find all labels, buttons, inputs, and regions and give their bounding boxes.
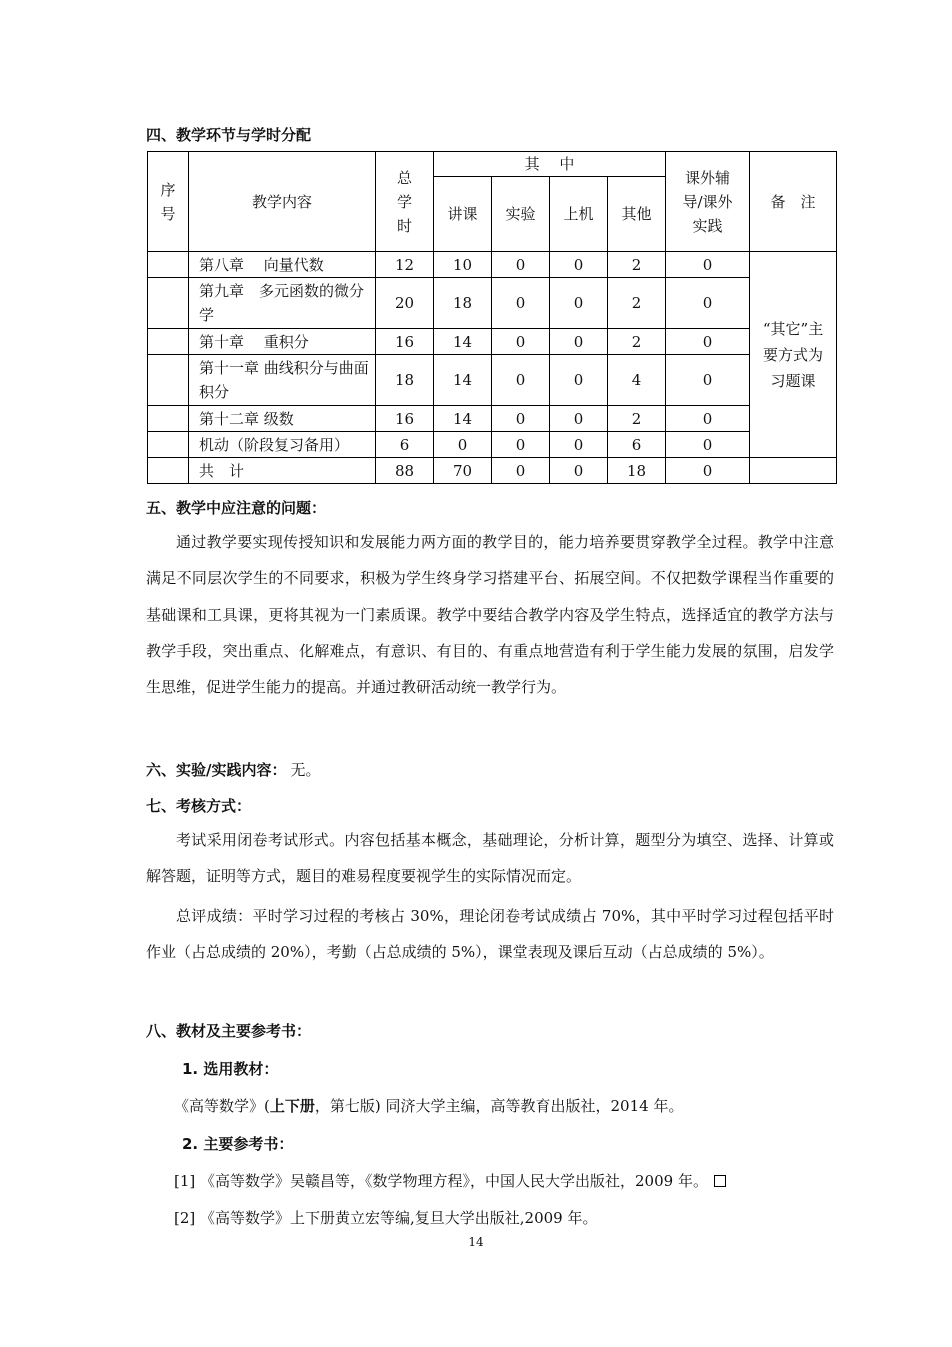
row-total: 16 xyxy=(376,406,434,432)
total-remark xyxy=(750,458,837,484)
section5-body: 通过教学要实现传授知识和发展能力两方面的教学目的，能力培养要贯穿教学全过程。教学中注意满足不同层次学生的不同要求，积极为学生终身学习搭建平台、拓展空间。不仅把数学课程当作重要的基础课和工具课，更将其视为一门素质课。教学中要结合教学内容及学生特点，选择适宜的教学方法与教学手段，突出重点、化解难点，有意识、有目的、有重点地营造有利于学生能力发展的氛围，启发学生思维，促进学生能力的提高。并通过教研活动统一教学行为。 xyxy=(146,533,834,697)
header-computer: 上机 xyxy=(550,177,608,252)
row-total: 12 xyxy=(376,252,434,278)
total-experiment: 0 xyxy=(492,458,550,484)
row-lecture: 10 xyxy=(434,252,492,278)
hours-table xyxy=(147,151,837,484)
textbook-volume: 上下册 xyxy=(269,1097,315,1115)
section7-heading: 七、考核方式： xyxy=(146,797,252,815)
row-computer: 0 xyxy=(550,432,608,458)
checkbox-square-icon xyxy=(714,1175,726,1187)
total-label: 共 计 xyxy=(189,458,376,484)
row-experiment: 0 xyxy=(492,278,550,329)
header-total: 总学时 xyxy=(376,152,434,252)
header-lecture: 讲课 xyxy=(434,177,492,252)
row-extra: 0 xyxy=(666,329,750,355)
section8-heading: 八、教材及主要参考书： xyxy=(146,1022,312,1040)
row-lecture: 14 xyxy=(434,329,492,355)
row-content: 第九章 多元函数的微分学 xyxy=(189,278,376,329)
row-experiment: 0 xyxy=(492,432,550,458)
header-extra: 课外辅导/课外实践 xyxy=(666,152,750,252)
row-total: 16 xyxy=(376,329,434,355)
section7-para1: 考试采用闭卷考试形式。内容包括基本概念，基础理论，分析计算，题型分为填空、选择、计算或解答题，证明等方式，题目的难易程度要视学生的实际情况而定。 xyxy=(146,831,834,886)
row-lecture: 14 xyxy=(434,406,492,432)
row-content: 机动（阶段复习备用） xyxy=(189,432,376,458)
row-seq xyxy=(148,278,189,329)
row-content: 第十章 重积分 xyxy=(189,329,376,355)
row-seq xyxy=(148,432,189,458)
row-computer: 0 xyxy=(550,278,608,329)
row-extra: 0 xyxy=(666,432,750,458)
header-experiment: 实验 xyxy=(492,177,550,252)
header-remark: 备 注 xyxy=(750,152,837,252)
row-content: 第十二章 级数 xyxy=(189,406,376,432)
refs-heading: 2. 主要参考书： xyxy=(182,1135,294,1153)
section6-value: 无。 xyxy=(290,761,321,779)
reference-item xyxy=(174,1207,598,1228)
reference-1: [1] 《高等数学》吴赣昌等，《数学物理方程》，中国人民大学出版社，2009 年。 xyxy=(174,1172,708,1190)
row-extra: 0 xyxy=(666,278,750,329)
page-number: 14 xyxy=(468,1235,484,1249)
row-total: 6 xyxy=(376,432,434,458)
total-seq xyxy=(148,458,189,484)
row-other: 2 xyxy=(608,406,666,432)
row-experiment: 0 xyxy=(492,252,550,278)
row-lecture: 18 xyxy=(434,278,492,329)
textbook-heading: 1. 选用教材： xyxy=(182,1060,279,1078)
section7-para2: 总评成绩：平时学习过程的考核占 30%，理论闭卷考试成绩占 70%，其中平时学习过程包括平时作业（占总成绩的 20%），考勤（占总成绩的 5%），课堂表现及课后互动（占总成绩的 5%）。 xyxy=(146,907,834,962)
row-computer: 0 xyxy=(550,329,608,355)
table-row xyxy=(148,355,837,406)
table-row xyxy=(148,329,837,355)
row-extra: 0 xyxy=(666,406,750,432)
section5-heading: 五、教学中应注意的问题： xyxy=(146,499,327,517)
row-computer: 0 xyxy=(550,252,608,278)
row-total: 18 xyxy=(376,355,434,406)
remark-cell: “其它”主要方式为习题课 xyxy=(750,252,837,458)
table-row xyxy=(148,252,837,278)
row-total: 20 xyxy=(376,278,434,329)
header-content: 教学内容 xyxy=(189,152,376,252)
row-computer: 0 xyxy=(550,355,608,406)
row-seq xyxy=(148,329,189,355)
row-lecture: 14 xyxy=(434,355,492,406)
section6-heading xyxy=(146,759,321,780)
textbook-details: ，第七版) 同济大学主编，高等教育出版社，2014 年。 xyxy=(314,1097,684,1115)
total-row xyxy=(148,458,837,484)
row-seq xyxy=(148,406,189,432)
row-extra: 0 xyxy=(666,355,750,406)
row-other: 2 xyxy=(608,278,666,329)
total-computer: 0 xyxy=(550,458,608,484)
row-other: 2 xyxy=(608,329,666,355)
header-other: 其他 xyxy=(608,177,666,252)
row-other: 4 xyxy=(608,355,666,406)
table-row xyxy=(148,278,837,329)
header-seq: 序号 xyxy=(148,152,189,252)
total-total: 88 xyxy=(376,458,434,484)
table-row xyxy=(148,432,837,458)
row-seq xyxy=(148,252,189,278)
row-other: 2 xyxy=(608,252,666,278)
row-extra: 0 xyxy=(666,252,750,278)
row-content: 第八章 向量代数 xyxy=(189,252,376,278)
total-lecture: 70 xyxy=(434,458,492,484)
reference-item xyxy=(174,1170,726,1191)
header-qizhong: 其 中 xyxy=(434,152,666,177)
section4-heading: 四、教学环节与学时分配 xyxy=(146,126,312,144)
row-experiment: 0 xyxy=(492,329,550,355)
row-seq xyxy=(148,355,189,406)
row-experiment: 0 xyxy=(492,406,550,432)
textbook-entry xyxy=(174,1095,683,1116)
table-row xyxy=(148,406,837,432)
reference-2: [2] 《高等数学》上下册黄立宏等编,复旦大学出版社,2009 年。 xyxy=(174,1209,598,1227)
row-experiment: 0 xyxy=(492,355,550,406)
row-lecture: 0 xyxy=(434,432,492,458)
textbook-title: 《高等数学》( xyxy=(174,1097,270,1115)
row-computer: 0 xyxy=(550,406,608,432)
row-other: 6 xyxy=(608,432,666,458)
row-content: 第十一章 曲线积分与曲面积分 xyxy=(189,355,376,406)
section6-label: 六、实验/实践内容： xyxy=(146,761,287,779)
total-other: 18 xyxy=(608,458,666,484)
total-extra: 0 xyxy=(666,458,750,484)
